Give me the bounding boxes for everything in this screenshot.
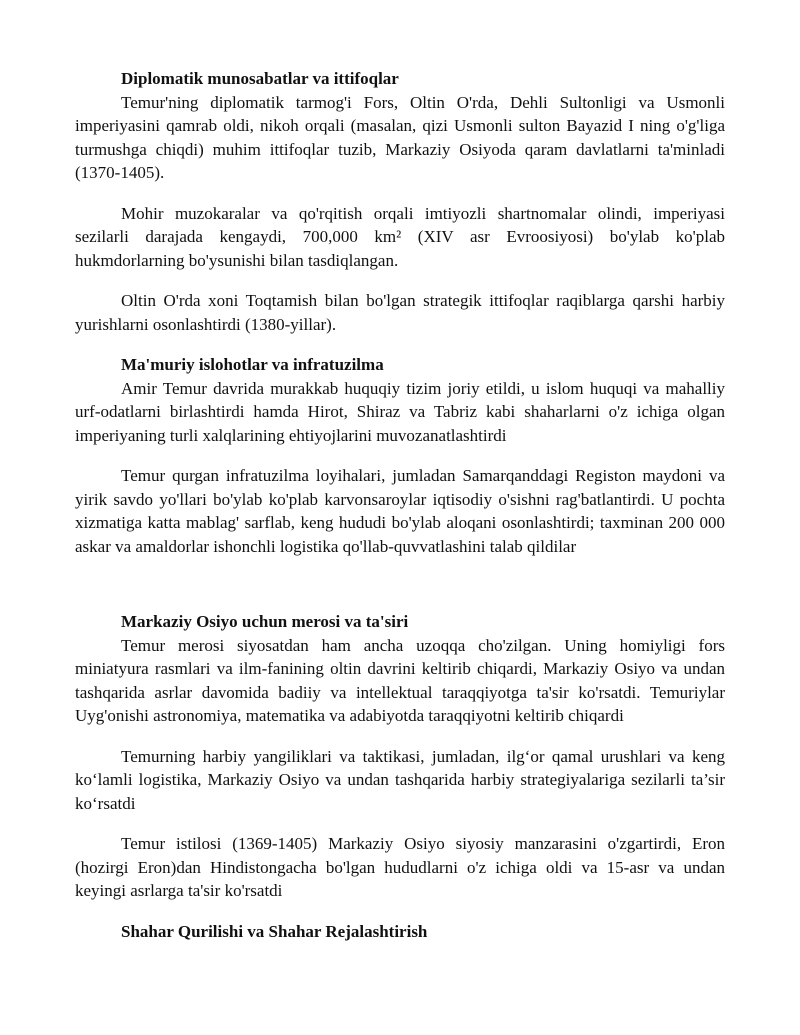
document-body	[75, 67, 725, 943]
paragraph: Temur istilosi (1369-1405) Markaziy Osiyo siyosiy manzarasini o'zgartirdi, Eron (hozirgi Eron)dan Hindistongacha bo'lgan hududlarni o'z ichiga oldi va 15-asr va undan keyingi asrlarga ta'sir ko'rsatdi	[75, 834, 725, 900]
paragraph: Temur'ning diplomatik tarmog'i Fors, Oltin O'rda, Dehli Sultonligi va Usmonli imperiyasini qamrab oldi, nikoh orqali (masalan, qizi Usmonli sulton Bayazid I ning o'g'liga turmushga chiqdi) muhim ittifoqlar tuzib, Markaziy Osiyoda qaram davlatlarni ta'minladi (1370-1405).	[75, 92, 725, 182]
paragraph: Temurning harbiy yangiliklari va taktikasi, jumladan, ilg‘or qamal urushlari va keng ko‘lamli logistika, Markaziy Osiyo va undan tashqarida harbiy strategiyalariga sezilarli ta’sir ko‘rsatdi	[75, 746, 725, 813]
section-heading: Markaziy Osiyo uchun merosi va ta'siri	[121, 612, 409, 631]
section-heading: Shahar Qurilishi va Shahar Rejalashtirish	[121, 921, 428, 941]
spacer	[75, 575, 725, 610]
paragraph: Oltin O'rda xoni Toqtamish bilan bo'lgan strategik ittifoqlar raqiblarga qarshi harbiy yurishlarni osonlashtirdi (1380-yillar).	[75, 291, 725, 334]
paragraph: Amir Temur davrida murakkab huquqiy tizim joriy etildi, u islom huquqi va mahalliy urf-odatlarni birlashtirdi hamda Hirot, Shiraz va Tabriz kabi shaharlarni o'z ichiga olgan imperiyaning turli xalqlarining ehtiyojlarini muvozanatlashtirdi	[75, 378, 725, 445]
section-legacy	[75, 610, 725, 903]
paragraph: Mohir muzokaralar va qo'rqitish orqali imtiyozli shartnomalar olindi, imperiyasi sezilarli darajada kengaydi, 700,000 km² (XIV asr Evroosiyosi) bo'ylab ko'plab hukmdorlarning bo'ysunishi bilan tasdiqlangan.	[75, 203, 725, 270]
section-heading: Diplomatik munosabatlar va ittifoqlar	[121, 69, 399, 88]
section-urban-planning	[75, 920, 725, 944]
paragraph: Temur merosi siyosatdan ham ancha uzoqqa cho'zilgan. Uning homiyligi fors miniatyura rasmlari va ilm-fanining oltin davrini keltirib chiqardi, Markaziy Osiyo va undan tashqarida asrlar davomida badiiy va intellektual taraqqiyotga ta'sir ko'rsatdi. Temuriylar Uyg'onishi astronomiya, matematika va adabiyotda taraqqiyotni keltirib chiqardi	[75, 635, 725, 725]
section-diplomacy	[75, 67, 725, 336]
section-heading: Ma'muriy islohotlar va infratuzilma	[121, 355, 384, 374]
paragraph: Temur qurgan infratuzilma loyihalari, jumladan Samarqanddagi Registon maydoni va yirik savdo yo'llari bo'ylab ko'plab karvonsaroylar iqtisodiy o'sishni rag'batlantirdi. U pochta xizmatiga katta mablag' sarflab, keng hududi bo'ylab aloqani osonlashtirdi; taxminan 200 000 askar va amaldorlar ishonchli logistika qo'llab-quvvatlashini talab qildilar	[75, 466, 725, 556]
section-administration	[75, 353, 725, 558]
